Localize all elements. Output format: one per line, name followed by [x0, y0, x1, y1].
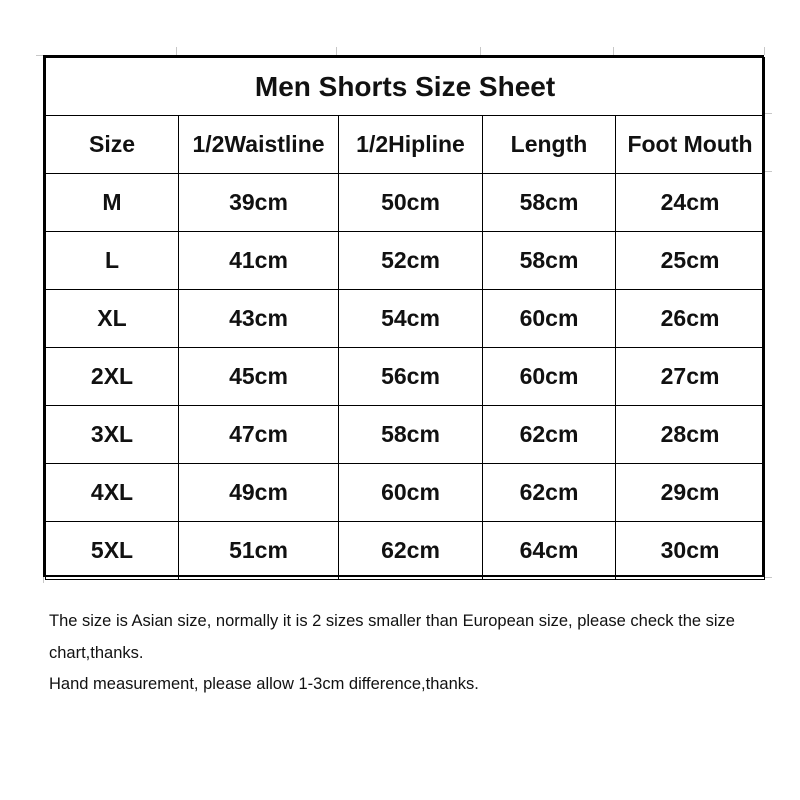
waistline-cell: 47cm — [179, 406, 339, 464]
size-cell: 2XL — [46, 348, 179, 406]
waistline-cell: 49cm — [179, 464, 339, 522]
table-row — [46, 406, 765, 464]
header-waistline: 1/2Waistline — [179, 116, 339, 174]
header-size: Size — [46, 116, 179, 174]
sheet-title: Men Shorts Size Sheet — [46, 58, 765, 116]
hipline-cell: 52cm — [339, 232, 483, 290]
grid-tick — [764, 171, 772, 172]
length-cell: 60cm — [483, 290, 616, 348]
measurement-note: Hand measurement, please allow 1-3cm difference,thanks. — [49, 675, 479, 693]
foot-mouth-cell: 27cm — [616, 348, 765, 406]
foot-mouth-cell: 30cm — [616, 522, 765, 580]
foot-mouth-cell: 29cm — [616, 464, 765, 522]
grid-tick — [176, 47, 177, 55]
size-cell: XL — [46, 290, 179, 348]
size-cell: L — [46, 232, 179, 290]
hipline-cell: 60cm — [339, 464, 483, 522]
foot-mouth-cell: 28cm — [616, 406, 765, 464]
length-cell: 62cm — [483, 464, 616, 522]
header-foot-mouth: Foot Mouth — [616, 116, 765, 174]
grid-tick — [764, 47, 765, 55]
grid-tick — [43, 577, 44, 583]
asian-size-note: The size is Asian size, normally it is 2 sizes smaller than European size, please check the size chart,thanks. — [49, 612, 735, 662]
foot-mouth-cell: 25cm — [616, 232, 765, 290]
table-row — [46, 522, 765, 580]
grid-tick — [613, 47, 614, 55]
length-cell: 62cm — [483, 406, 616, 464]
size-cell: M — [46, 174, 179, 232]
title-row — [46, 58, 765, 116]
length-cell: 58cm — [483, 174, 616, 232]
hipline-cell: 58cm — [339, 406, 483, 464]
size-table — [45, 57, 765, 580]
header-row — [46, 116, 765, 174]
hipline-cell: 56cm — [339, 348, 483, 406]
size-sheet — [43, 55, 764, 577]
hipline-cell: 62cm — [339, 522, 483, 580]
size-cell: 3XL — [46, 406, 179, 464]
foot-mouth-cell: 26cm — [616, 290, 765, 348]
table-row — [46, 174, 765, 232]
waistline-cell: 39cm — [179, 174, 339, 232]
table-row — [46, 232, 765, 290]
grid-tick — [480, 47, 481, 55]
length-cell: 60cm — [483, 348, 616, 406]
hipline-cell: 50cm — [339, 174, 483, 232]
hipline-cell: 54cm — [339, 290, 483, 348]
waistline-cell: 43cm — [179, 290, 339, 348]
grid-tick — [764, 577, 772, 578]
waistline-cell: 41cm — [179, 232, 339, 290]
size-cell: 5XL — [46, 522, 179, 580]
length-cell: 64cm — [483, 522, 616, 580]
waistline-cell: 45cm — [179, 348, 339, 406]
length-cell: 58cm — [483, 232, 616, 290]
table-row — [46, 290, 765, 348]
grid-tick — [764, 113, 772, 114]
grid-tick — [336, 47, 337, 55]
size-cell: 4XL — [46, 464, 179, 522]
header-length: Length — [483, 116, 616, 174]
header-hipline: 1/2Hipline — [339, 116, 483, 174]
table-row — [46, 464, 765, 522]
foot-mouth-cell: 24cm — [616, 174, 765, 232]
size-notes — [49, 606, 769, 701]
table-row — [46, 348, 765, 406]
waistline-cell: 51cm — [179, 522, 339, 580]
